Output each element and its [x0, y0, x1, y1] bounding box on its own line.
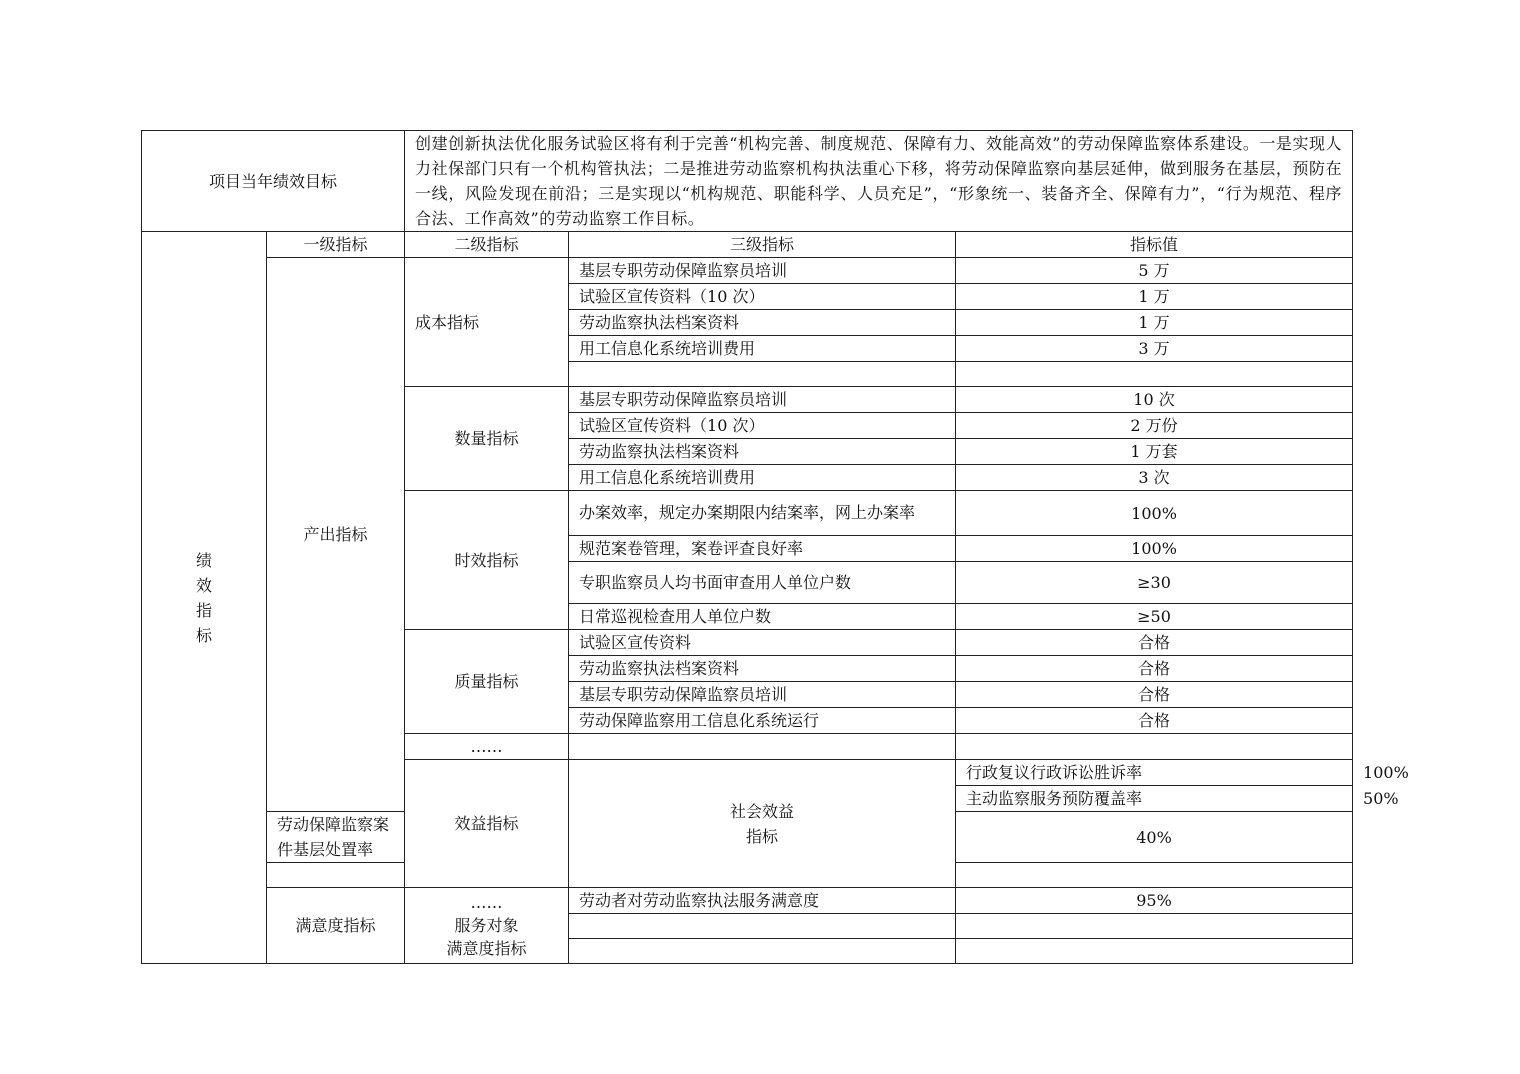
table-row [142, 888, 1353, 914]
social-benefit-label [569, 760, 956, 888]
goal-label: 项目当年绩效目标 [142, 131, 405, 232]
indicator-name: 规范案卷管理，案卷评查良好率 [569, 536, 956, 562]
indicator-value-empty [956, 362, 1353, 387]
indicator-name: 基层专职劳动保障监察员培训 [569, 387, 956, 413]
indicator-value: 1 万 [956, 310, 1353, 336]
indicator-name: 用工信息化系统培训费用 [569, 465, 956, 491]
indicator-name: 用工信息化系统培训费用 [569, 336, 956, 362]
indicator-name: 基层专职劳动保障监察员培训 [569, 682, 956, 708]
indicator-value: 1 万 [956, 284, 1353, 310]
indicator-value: 5 万 [956, 258, 1353, 284]
satisfaction-ellipsis: …… [470, 893, 503, 912]
indicator-value-empty [956, 863, 1353, 888]
indicator-value: 合格 [956, 630, 1353, 656]
indicator-name-empty [267, 863, 405, 888]
indicator-value: ≥30 [956, 562, 1353, 604]
indicator-value-empty [956, 939, 1353, 964]
indicator-value: 1 万套 [956, 439, 1353, 465]
indicator-name: 主动监察服务预防覆盖率 [956, 786, 1353, 812]
indicator-value: 40% [956, 812, 1353, 863]
indicator-value-empty [956, 914, 1353, 939]
indicator-value-empty [956, 734, 1353, 760]
output-ellipsis: …… [405, 734, 569, 760]
indicator-value: 合格 [956, 656, 1353, 682]
quality-label: 质量指标 [405, 630, 569, 734]
timeliness-label: 时效指标 [405, 491, 569, 630]
header-level2: 二级指标 [405, 232, 569, 258]
indicator-name: 试验区宣传资料（10 次） [569, 284, 956, 310]
indicator-value: 100% [956, 491, 1353, 536]
output-label: 产出指标 [267, 258, 405, 812]
indicator-name-empty [569, 939, 956, 964]
indicator-value: 2 万份 [956, 413, 1353, 439]
satisfaction-sub-line2: 满意度指标 [446, 939, 527, 958]
goal-row [142, 131, 1353, 232]
header-level1: 一级指标 [267, 232, 405, 258]
indicator-name: 行政复议行政诉讼胜诉率 [956, 760, 1353, 786]
performance-table [141, 130, 1409, 964]
indicator-value: 3 万 [956, 336, 1353, 362]
satisfaction-sub-line1: 服务对象 [454, 916, 519, 935]
social-benefit-label-line1: 社会效益 [730, 801, 795, 821]
indicator-name: 专职监察员人均书面审查用人单位户数 [569, 562, 956, 604]
section-char-1: 绩 [195, 550, 212, 570]
header-value: 指标值 [956, 232, 1353, 258]
indicator-value: 95% [956, 888, 1353, 914]
indicator-name-empty [569, 914, 956, 939]
benefit-label: 效益指标 [405, 760, 569, 888]
section-label [142, 232, 267, 964]
satisfaction-label: 满意度指标 [267, 888, 405, 964]
indicator-name: 办案效率，规定办案期限内结案率，网上办案率 [569, 491, 956, 536]
indicator-value: 合格 [956, 682, 1353, 708]
indicator-name: 劳动保障监察案件基层处置率 [267, 812, 405, 863]
section-char-4: 标 [195, 625, 212, 645]
indicator-name: 劳动监察执法档案资料 [569, 656, 956, 682]
section-char-3: 指 [195, 600, 212, 620]
indicator-name: 基层专职劳动保障监察员培训 [569, 258, 956, 284]
section-char-2: 效 [195, 575, 212, 595]
header-level3: 三级指标 [569, 232, 956, 258]
indicator-value: 3 次 [956, 465, 1353, 491]
table-row: 主动监察服务预防覆盖率 50% [142, 786, 1353, 812]
indicator-name-empty [569, 362, 956, 387]
indicator-name: 劳动者对劳动监察执法服务满意度 [569, 888, 956, 914]
goal-text: 创建创新执法优化服务试验区将有利于完善“机构完善、制度规范、保障有力、效能高效”的劳动保障监察体系建设。一是实现人力社保部门只有一个机构管执法；二是推进劳动监察机构执法重心下移，将劳动保障监察向基层延伸，做到服务在基层，预防在一线，风险发现在前沿；三是实现以“机构规范、职能科学、人员充足”，“形象统一、装备齐全、保障有力”，“行为规范、程序合法、工作高效”的劳动监察工作目标。 [405, 131, 1353, 232]
indicator-value: 100% [956, 536, 1353, 562]
header-row [142, 232, 1353, 258]
indicator-name: 劳动保障监察用工信息化系统运行 [569, 708, 956, 734]
table-row: 效益指标 社会效益 指标 行政复议行政诉讼胜诉率 100% [142, 760, 1353, 786]
indicator-name: 日常巡视检查用人单位户数 [569, 604, 956, 630]
indicator-value: 合格 [956, 708, 1353, 734]
cost-label: 成本指标 [405, 258, 569, 387]
satisfaction-sub-label [405, 888, 569, 964]
indicator-name: 试验区宣传资料 [569, 630, 956, 656]
indicator-name: 劳动监察执法档案资料 [569, 439, 956, 465]
indicator-value: 10 次 [956, 387, 1353, 413]
indicator-value: ≥50 [956, 604, 1353, 630]
indicator-name: 试验区宣传资料（10 次） [569, 413, 956, 439]
indicator-name: 劳动监察执法档案资料 [569, 310, 956, 336]
table-row [142, 258, 1353, 284]
quantity-label: 数量指标 [405, 387, 569, 491]
social-benefit-label-line2: 指标 [746, 826, 779, 846]
indicator-name-empty [569, 734, 956, 760]
